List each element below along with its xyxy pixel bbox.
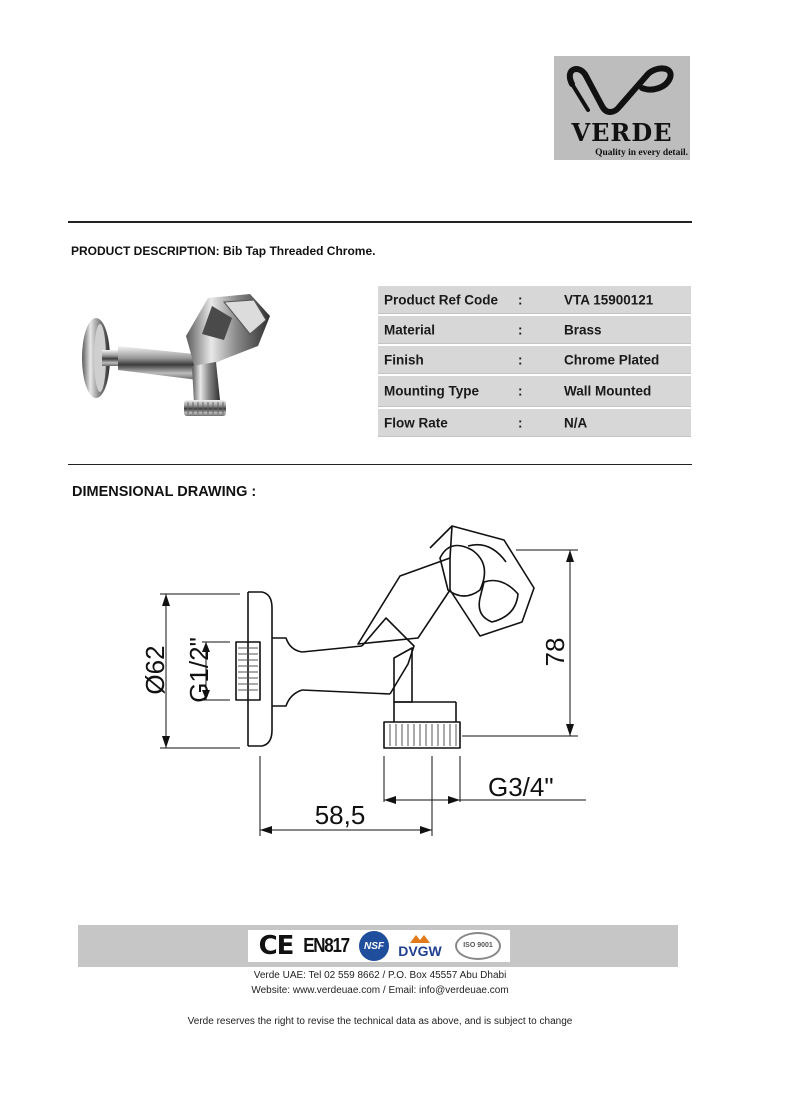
top-divider [68, 221, 692, 223]
spec-value: VTA 15900121 [564, 292, 654, 307]
spec-row-material [378, 316, 691, 344]
dimensional-drawing-title: DIMENSIONAL DRAWING : [72, 484, 257, 500]
product-description-value: Bib Tap Threaded Chrome. [223, 244, 376, 258]
nsf-mark-icon [358, 930, 390, 962]
spec-separator: : [518, 383, 523, 399]
spec-key: Material [384, 322, 436, 337]
spec-row-finish [378, 346, 691, 374]
spec-row-ref-code [378, 286, 691, 314]
certification-logos [248, 930, 510, 962]
contact-web-email: Website: www.verdeuae.com / Email: info@verdeuae.com [251, 985, 509, 996]
iso-label: ISO 9001 [455, 932, 501, 960]
en817-mark-icon: EN817 [303, 934, 349, 957]
dim-label-projection: 58,5 [314, 800, 366, 830]
dvgw-flame-icon [408, 934, 432, 943]
brand-tagline: Quality in every detail. [595, 148, 688, 158]
spec-value: Brass [564, 322, 602, 337]
spec-row-flow-rate [378, 409, 691, 437]
disclaimer: Verde reserves the right to revise the technical data as above, and is subject to change [187, 1016, 573, 1027]
dim-label-height: 78 [540, 637, 570, 667]
verde-v-mark-icon [562, 62, 682, 118]
spec-value: Chrome Plated [564, 352, 660, 367]
spec-separator: : [518, 292, 523, 307]
product-description-label: PRODUCT DESCRIPTION: [71, 244, 220, 258]
middle-divider [68, 464, 692, 465]
dvgw-label: DVGW [398, 942, 442, 959]
dim-label-inlet-thread: G1/2" [184, 637, 214, 703]
nsf-label: NSF [359, 931, 389, 961]
dim-label-diameter: Ø62 [140, 645, 170, 695]
ce-mark-icon: CE [258, 931, 294, 961]
contact-phone-address: Verde UAE: Tel 02 559 8662 / P.O. Box 45557 Abu Dhabi [253, 970, 507, 981]
spec-key: Mounting Type [384, 383, 479, 399]
iso-9001-mark-icon [452, 930, 504, 962]
spec-key: Finish [384, 352, 424, 367]
brand-name: VERDE [571, 118, 673, 147]
spec-key: Product Ref Code [384, 292, 499, 307]
verde-logo [554, 56, 690, 160]
spec-row-mounting-type [378, 376, 691, 407]
certification-bar [78, 925, 678, 967]
dimensional-drawing [140, 518, 590, 848]
spec-key: Flow Rate [384, 415, 448, 430]
product-description [71, 244, 375, 258]
product-photo [74, 288, 284, 428]
spec-value: N/A [564, 415, 588, 430]
dvgw-mark-icon [394, 930, 446, 962]
spec-separator: : [518, 322, 523, 337]
spec-value: Wall Mounted [564, 383, 652, 399]
spec-separator: : [518, 415, 523, 430]
spec-separator: : [518, 352, 523, 367]
spec-table [378, 286, 691, 439]
dim-label-outlet-thread: G3/4" [488, 772, 554, 802]
